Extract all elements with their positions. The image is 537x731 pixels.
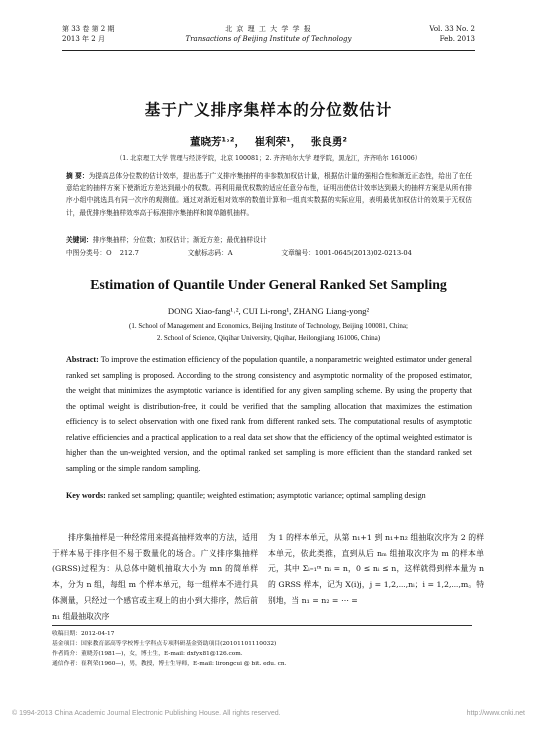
keywords-cn (66, 234, 472, 246)
copyright-text: © 1994-2013 China Academic Journal Electronic Publishing House. All rights reserved. (12, 710, 281, 717)
issue-date-cn: 2013 年 2 月 (62, 35, 105, 43)
body-text-right: 为 1 的样本单元，从第 n₁+1 到 n₁+n₂ 组抽取次序为 2 的样本单元，依此类推，直到从后 nₘ 组抽取次序为 m 的样本单元，其中 Σᵢ₌₁ᵐ nᵢ = n，0 ≤ nᵢ ≤ n，这样就得到样本量为 n 的 GRSS 样本，记为 X(i)j，j = 1,2,⋯,nᵢ；i = 1,2,⋯,m。特别地，当 n₁ = n₂ = ⋯ = (268, 533, 484, 605)
keywords-label-cn: 关键词： (66, 236, 93, 244)
footnote-received: 收稿日期：2012-04-17 (52, 631, 115, 637)
keywords-text-cn: 排序集抽样；分位数；加权估计；渐近方差；最优抽样设计 (92, 236, 267, 244)
footnotes (52, 625, 472, 669)
journal-title-en: Transactions of Beijing Institute of Technology (185, 35, 352, 43)
keywords-text-en: ranked set sampling; quantile; weighted estimation; asymptotic variance; optimal sampling design (107, 491, 426, 500)
affiliations-en (0, 320, 537, 344)
affiliation-en-1: (1. School of Management and Economics, Beijing Institute of Technology, Beijing 100081, China; (129, 322, 408, 330)
paper-title-en: Estimation of Quantile Under General Ranked Set Sampling (90, 277, 447, 292)
issue-date-en: Feb. 2013 (439, 35, 475, 43)
affiliations-cn: （1. 北京理工大学 管理与经济学院，北京 100081；2. 齐齐哈尔大学 理学院，黑龙江，齐齐哈尔 161006） (115, 155, 422, 162)
authors-cn: 董晓芳¹˒²， 崔利荣¹， 张良勇² (189, 136, 348, 148)
journal-title (62, 24, 475, 44)
abstract-en (66, 352, 472, 476)
document-code: 文献标志码：A (187, 249, 233, 257)
volume-issue-en-line: Vol. 33 No. 2 (429, 25, 475, 33)
abstract-text-en: To improve the estimation efficiency of the population quantile, a nonparametric weighted estimator under general ranked set sampling is proposed. According to the strong consistency and asymptotic normality of the proposed estimator, the weight that minimizes the asymptotic variance is identified for any given sampling scheme. By using the property that the optimal weight is distribution-free, it could be verified that the sampling allocation that maximizes the estimation efficiency is to select observation with one fixed rank from different ranked sets. The computational results of asymptotic relative efficiencies and a practical application to a real data set show that the efficiency of the optimal weighted estimator is higher than the un-weighted version, and the optimal ranked set sampling is more efficient than the standard ranked set sampling or the simple random sampling. (66, 355, 472, 473)
article-number: 文章编号：1001-0645(2013)02-0213-04 (281, 249, 412, 257)
classification-line (66, 247, 472, 259)
abstract-text-cn: 为提高总体分位数的估计效率，提出基于广义排序集抽样的非参数加权估计量，根据估计量的强相合性和渐近正态性，给出了在任意给定的抽样方案下使渐近方差达到最小的权数。再利用最优权数的适应任意分布性，证明出使估计效率达到最大的抽样方案是从所有排序小组中挑选具有同一次序的观测值。通过对渐近相对效率的数值计算和一组真实数据的实际应用，表明最优加权估计的效果于无权估计，最优排序集抽样效率高于标准排序集抽样和简单随机抽样。 (66, 172, 473, 217)
body-text-left: 排序集抽样是一种经常用来提高抽样效率的方法，适用于样本易于排序但不易于数量化的场合。广义排序集抽样(GRSS)过程为：从总体中随机抽取大小为 mn 的简单样本，分为 n 组，每组 m 个样本单元，每一组样本不进行具体测量，只经过一个感官或主观上的由小到大排序，然后前 n₁ 组最抽取次序 (52, 533, 258, 621)
footnote-author-bio: 作者简介：董晓芳(1981—)，女，博士生，E-mail: dxfyx81@126.com. (52, 651, 243, 657)
journal-header (62, 24, 475, 51)
affiliation-en-2: 2. School of Science, Qiqihar University, Qiqihar, Heilongjiang 161006, China) (156, 334, 381, 342)
keywords-en (66, 488, 472, 503)
class-number: 中图分类号：O 212.7 (66, 249, 139, 257)
abstract-cn (66, 170, 472, 219)
volume-issue-en (429, 24, 475, 44)
authors-en: DONG Xiao-fang¹˒², CUI Li-rong¹, ZHANG Liang-yong² (167, 306, 370, 316)
cnki-link[interactable]: http://www.cnki.net (466, 710, 525, 717)
journal-title-cn: 北 京 理 工 大 学 学 报 (225, 25, 312, 33)
volume-issue-line: 第 33 卷 第 2 期 (62, 25, 115, 33)
abstract-label-cn: 摘 要： (66, 172, 89, 180)
body-column-left (52, 530, 258, 624)
abstract-label-en: Abstract: (66, 355, 99, 364)
body-column-right (268, 530, 484, 609)
footnote-corresponding: 通信作者：崔利荣(1960—)，男，教授，博士生导师，E-mail: lirongcui @ bit. edu. cn. (52, 661, 287, 667)
footnote-fund: 基金项目：国家教育部高等学校博士学科点专项科研基金资助项目(20101101110032) (52, 641, 277, 647)
keywords-label-en: Key words: (66, 491, 106, 500)
paper-title-cn: 基于广义排序集样本的分位数估计 (144, 101, 393, 119)
